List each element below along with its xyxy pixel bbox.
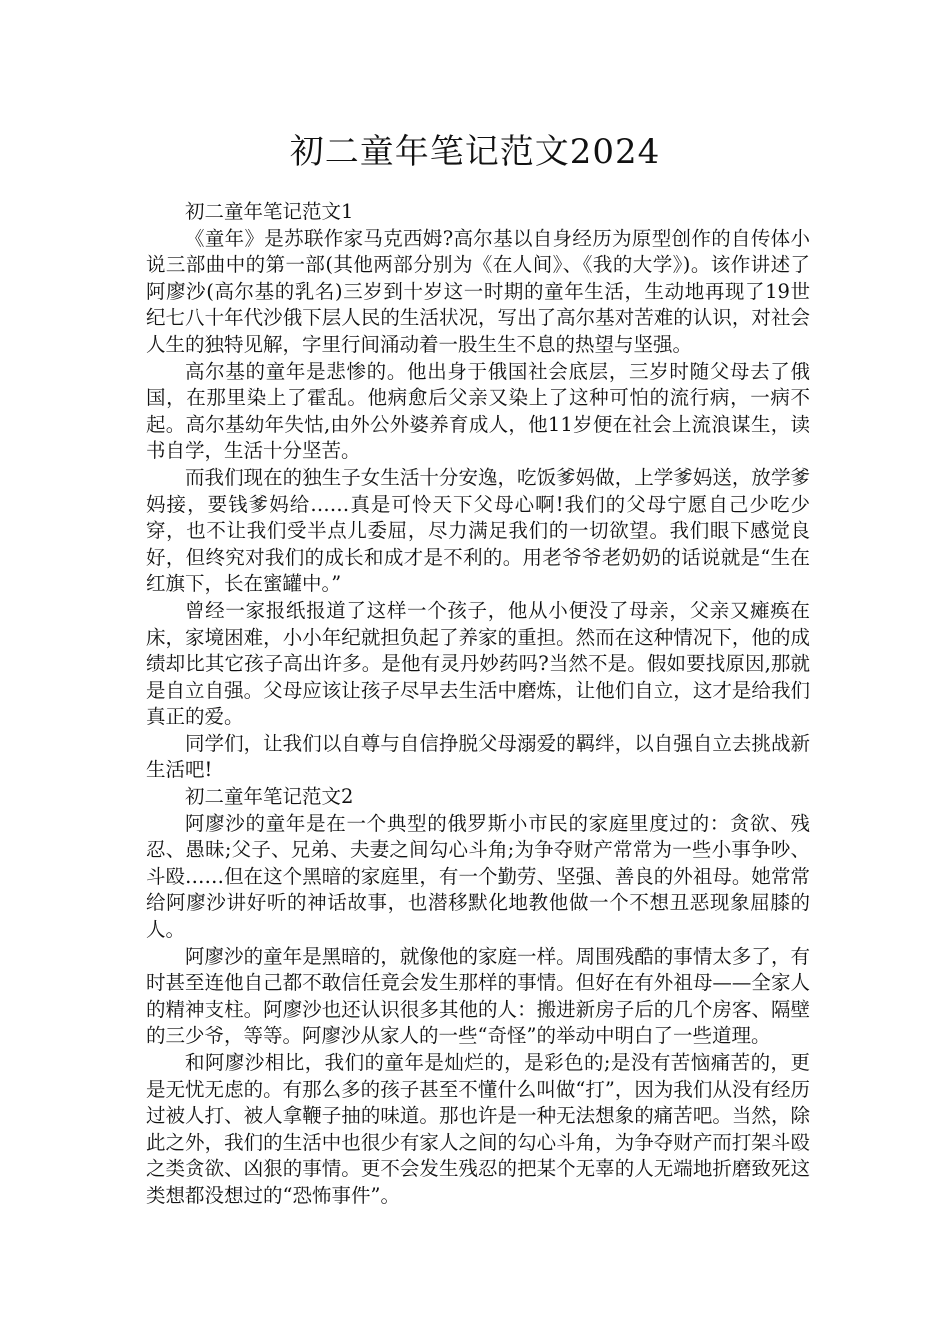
paragraph: 和阿廖沙相比，我们的童年是灿烂的，是彩色的;是没有苦恼痛苦的，更是无忧无虑的。有那么多的孩子甚至不懂什么叫做“打”，因为我们从没有经历过被人打、被人拿鞭子抽的味道。那也许是一种无法想象的痛苦吧。当然，除此之外，我们的生活中也很少有家人之间的勾心斗角，为争夺财产而打架斗殴之类贪欲、凶狠的事情。更不会发生残忍的把某个无辜的人无端地折磨致死这类想都没想过的“恐怖事件”。 [146,1051,810,1207]
paragraph: 《童年》是苏联作家马克西姆?高尔基以自身经历为原型创作的自传体小说三部曲中的第一部(其他两部分别为《在人间》、《我的大学》)。该作讲述了阿廖沙(高尔基的乳名)三岁到十岁这一时期的童年生活，生动地再现了19世纪七八十年代沙俄下层人民的生活状况，写出了高尔基对苦难的认识，对社会人生的独特见解，字里行间涌动着一股生生不息的热望与坚强。 [146,226,810,356]
document-title: 初二童年笔记范文2024 [289,132,661,172]
paragraph: 阿廖沙的童年是在一个典型的俄罗斯小市民的家庭里度过的：贪欲、残忍、愚昧;父子、兄弟、夫妻之间勾心斗角;为争夺财产常常为一些小事争吵、斗殴……但在这个黑暗的家庭里，有一个勤劳、坚强、善良的外祖母。她常常给阿廖沙讲好听的神话故事，也潜移默化地教他做一个不想丑恶现象屈膝的人。 [146,811,810,942]
paragraph: 而我们现在的独生子女生活十分安逸，吃饭爹妈做，上学爹妈送，放学爹妈接，要钱爹妈给……真是可怜天下父母心啊!我们的父母宁愿自己少吃少穿，也不让我们受半点儿委屈，尽力满足我们的一切欲望。我们眼下感觉良好，但终究对我们的成长和成才是不利的。用老爷爷老奶奶的话说就是“生在红旗下，长在蜜罐中。” [146,465,810,596]
section-heading-1: 初二童年笔记范文1 [185,200,354,223]
paragraph: 高尔基的童年是悲惨的。他出身于俄国社会底层，三岁时随父母去了俄国，在那里染上了霍乱。他病愈后父亲又染上了这种可怕的流行病，一病不起。高尔基幼年失怙,由外公外婆养育成人，他11岁便在社会上流浪谋生，读书自学，生活十分坚苦。 [146,359,810,463]
paragraph: 同学们，让我们以自尊与自信挣脱父母溺爱的羁绊，以自强自立去挑战新生活吧! [146,731,810,782]
section-heading-2: 初二童年笔记范文2 [185,785,354,809]
paragraph: 曾经一家报纸报道了这样一个孩子，他从小便没了母亲，父亲又瘫痪在床，家境困难，小小年纪就担负起了养家的重担。然而在这种情况下，他的成绩却比其它孩子高出许多。是他有灵丹妙药吗?当然不是。假如要找原因,那就是自立自强。父母应该让孩子尽早去生活中磨炼，让他们自立，这才是给我们真正的爱。 [146,598,810,729]
document-body [146,199,810,1210]
paragraph: 阿廖沙的童年是黑暗的，就像他的家庭一样。周围残酷的事情太多了，有时甚至连他自己都不敢信任竟会发生那样的事情。但好在有外祖母——全家人的精神支柱。阿廖沙也还认识很多其他的人：搬进新房子后的几个房客、隔壁的三少爷，等等。阿廖沙从家人的一些“奇怪”的举动中明白了一些道理。 [146,944,810,1048]
